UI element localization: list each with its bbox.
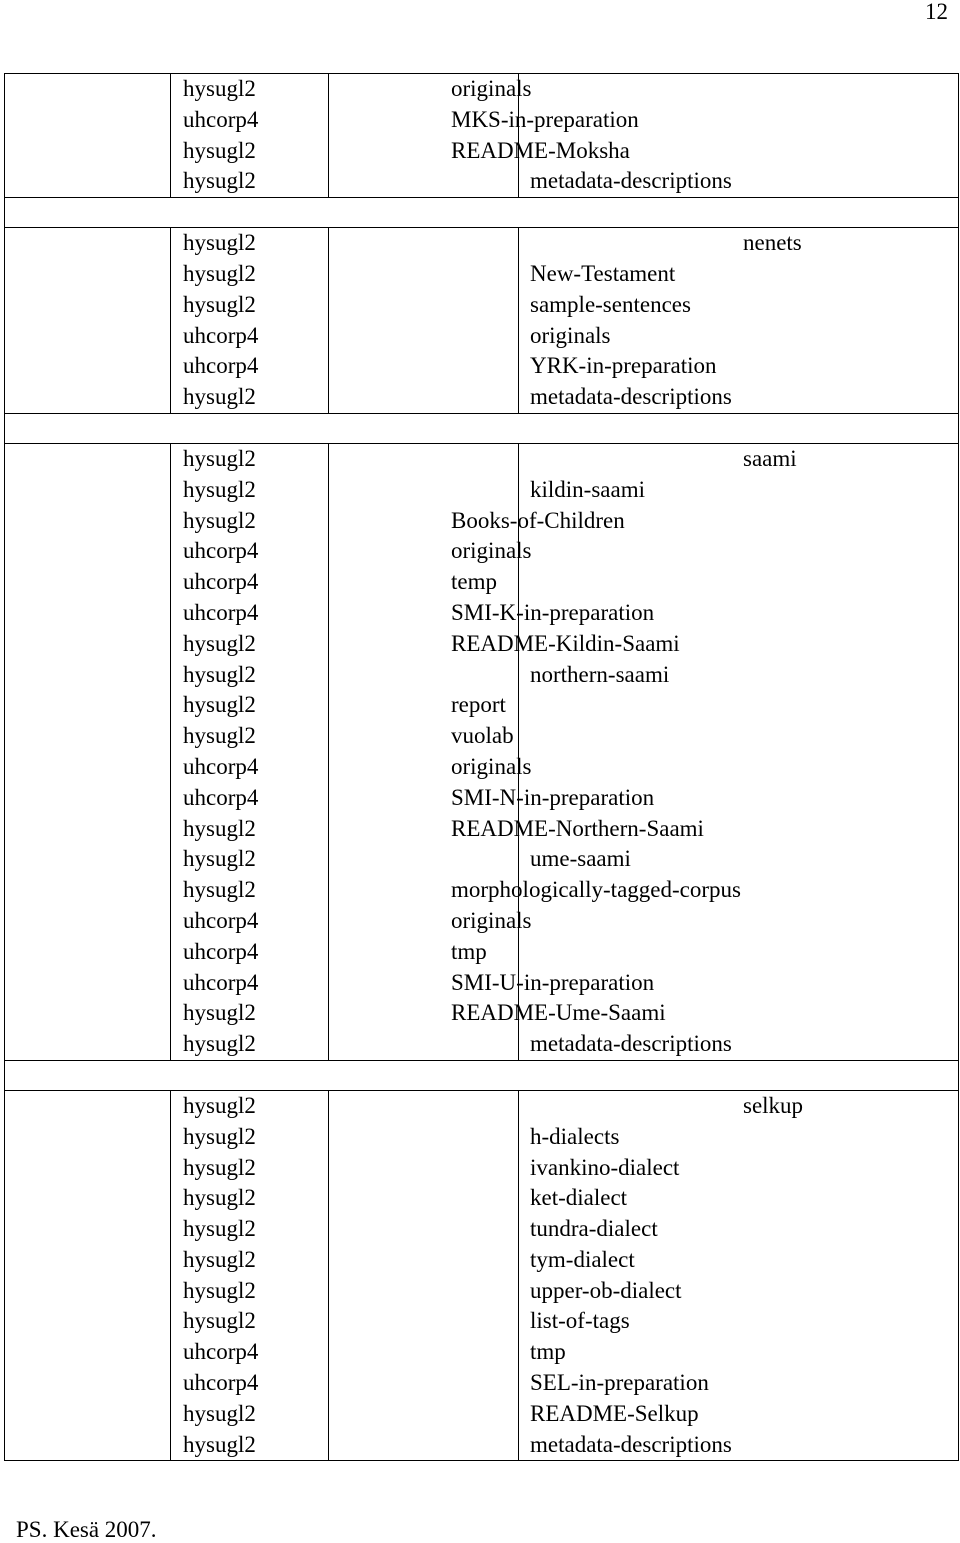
entry-name: SMI-U-in-preparation	[451, 969, 655, 995]
entry-name: YRK-in-preparation	[530, 353, 717, 379]
directory-entry	[329, 290, 958, 321]
entry-name: sample-sentences	[530, 291, 691, 317]
directory-entry	[329, 629, 958, 660]
directory-entry	[329, 74, 958, 105]
entry-name: report	[451, 692, 506, 718]
corpus-directory-table	[4, 73, 959, 1461]
directory-entry	[329, 844, 958, 875]
path-column	[329, 1090, 959, 1461]
section-row	[5, 443, 959, 1060]
server-name: hysugl2	[183, 384, 256, 410]
directory-entry	[329, 1337, 958, 1368]
server-name: hysugl2	[183, 1216, 256, 1242]
directory-entry	[329, 506, 958, 537]
server-name: hysugl2	[183, 476, 256, 502]
entry-name: saami	[743, 445, 797, 471]
section-row	[5, 1090, 959, 1461]
separator-cell	[5, 413, 959, 443]
server-name: uhcorp4	[183, 784, 259, 810]
server-name: uhcorp4	[183, 569, 259, 595]
entry-name: selkup	[743, 1092, 804, 1118]
language-heading	[329, 1091, 958, 1122]
server-name: hysugl2	[183, 1308, 256, 1334]
empty-cell	[5, 74, 171, 198]
separator-cell	[5, 198, 959, 228]
server-name: uhcorp4	[183, 106, 259, 132]
directory-entry	[329, 1122, 958, 1153]
page-number: 12	[925, 0, 948, 24]
directory-entry	[329, 1029, 958, 1060]
directory-entry	[329, 875, 958, 906]
directory-entry	[329, 567, 958, 598]
separator-cell	[5, 1060, 959, 1090]
server-name: uhcorp4	[183, 938, 259, 964]
server-name: uhcorp4	[183, 1339, 259, 1365]
directory-entry	[329, 690, 958, 721]
entry-name: nenets	[743, 230, 802, 256]
entry-name: README-Northern-Saami	[451, 815, 704, 841]
entry-name: originals	[451, 538, 532, 564]
directory-entry	[329, 1430, 958, 1461]
server-name: hysugl2	[183, 1154, 256, 1180]
server-name: hysugl2	[183, 445, 256, 471]
entry-name: README-Moksha	[451, 137, 630, 163]
directory-entry	[329, 968, 958, 999]
path-column	[329, 228, 959, 414]
directory-entry	[329, 1399, 958, 1430]
directory-entry	[329, 783, 958, 814]
entry-name: MKS-in-preparation	[451, 106, 639, 132]
server-name: hysugl2	[183, 168, 256, 194]
entry-name: tmp	[530, 1339, 566, 1365]
server-name: hysugl2	[183, 1031, 256, 1057]
section-row	[5, 228, 959, 414]
server-name: hysugl2	[183, 723, 256, 749]
directory-entry	[329, 321, 958, 352]
directory-entry	[329, 136, 958, 167]
directory-entry	[329, 1306, 958, 1337]
entry-name: kildin-saami	[530, 476, 645, 502]
directory-entry	[329, 536, 958, 567]
entry-name: vuolab	[451, 723, 514, 749]
server-name: hysugl2	[183, 630, 256, 656]
entry-name: README-Ume-Saami	[451, 1000, 666, 1026]
entry-name: README-Kildin-Saami	[451, 630, 680, 656]
directory-entry	[329, 1183, 958, 1214]
entry-name: SMI-K-in-preparation	[451, 599, 655, 625]
directory-entry	[329, 598, 958, 629]
directory-entry	[329, 1368, 958, 1399]
entry-name: ket-dialect	[530, 1185, 628, 1211]
entry-name: originals	[530, 322, 611, 348]
server-name: hysugl2	[183, 846, 256, 872]
directory-entry	[329, 166, 958, 197]
server-name: hysugl2	[183, 1431, 256, 1457]
entry-name: h-dialects	[530, 1123, 620, 1149]
empty-cell	[5, 443, 171, 1060]
entry-name: tundra-dialect	[530, 1216, 658, 1242]
server-name: hysugl2	[183, 692, 256, 718]
section-row	[5, 74, 959, 198]
entry-name: tmp	[451, 938, 487, 964]
server-name: hysugl2	[183, 76, 256, 101]
directory-entry	[329, 475, 958, 506]
server-name: hysugl2	[183, 877, 256, 903]
entry-name: northern-saami	[530, 661, 670, 687]
entry-name: SEL-in-preparation	[530, 1370, 709, 1396]
entry-name: ivankino-dialect	[530, 1154, 680, 1180]
server-name: hysugl2	[183, 291, 256, 317]
server-name: uhcorp4	[183, 1370, 259, 1396]
section-separator-row	[5, 1060, 959, 1090]
server-name: hysugl2	[183, 230, 256, 256]
server-name: uhcorp4	[183, 599, 259, 625]
directory-entry	[329, 998, 958, 1029]
server-name: uhcorp4	[183, 969, 259, 995]
entry-name: originals	[451, 753, 532, 779]
server-column	[171, 74, 329, 198]
entry-name: metadata-descriptions	[530, 1031, 732, 1057]
entry-name: metadata-descriptions	[530, 168, 732, 194]
directory-entry	[329, 937, 958, 968]
directory-entry	[329, 1153, 958, 1184]
entry-name: metadata-descriptions	[530, 1431, 732, 1457]
server-name: hysugl2	[183, 1185, 256, 1211]
server-name: hysugl2	[183, 1000, 256, 1026]
server-name: hysugl2	[183, 661, 256, 687]
directory-entry	[329, 721, 958, 752]
directory-entry	[329, 351, 958, 382]
server-column	[171, 443, 329, 1060]
directory-entry	[329, 105, 958, 136]
empty-cell	[5, 228, 171, 414]
directory-entry	[329, 814, 958, 845]
server-name: hysugl2	[183, 1246, 256, 1272]
footer-date: PS. Kesä 2007.	[16, 1517, 157, 1542]
server-name: hysugl2	[183, 815, 256, 841]
directory-entry	[329, 382, 958, 413]
server-name: uhcorp4	[183, 907, 259, 933]
entry-name: ume-saami	[530, 846, 631, 872]
language-heading	[329, 228, 958, 259]
server-column	[171, 1090, 329, 1461]
server-name: hysugl2	[183, 1277, 256, 1303]
entry-name: README-Selkup	[530, 1400, 699, 1426]
entry-name: originals	[451, 907, 532, 933]
entry-name: SMI-N-in-preparation	[451, 784, 655, 810]
entry-name: metadata-descriptions	[530, 384, 732, 410]
server-name: hysugl2	[183, 1123, 256, 1149]
server-name: uhcorp4	[183, 353, 259, 379]
directory-entry	[329, 1276, 958, 1307]
server-name: hysugl2	[183, 1400, 256, 1426]
entry-name: tym-dialect	[530, 1246, 635, 1272]
entry-name: list-of-tags	[530, 1308, 630, 1334]
server-name: hysugl2	[183, 260, 256, 286]
section-separator-row	[5, 413, 959, 443]
directory-entry	[329, 752, 958, 783]
path-column	[329, 443, 959, 1060]
server-name: uhcorp4	[183, 538, 259, 564]
path-column	[329, 74, 959, 198]
entry-name: Books-of-Children	[451, 507, 625, 533]
directory-entry	[329, 259, 958, 290]
server-column	[171, 228, 329, 414]
directory-entry	[329, 660, 958, 691]
entry-name: morphologically-tagged-corpus	[451, 877, 741, 903]
server-name: hysugl2	[183, 507, 256, 533]
empty-cell	[5, 1090, 171, 1461]
section-separator-row	[5, 198, 959, 228]
directory-entry	[329, 1245, 958, 1276]
server-name: uhcorp4	[183, 322, 259, 348]
entry-name: originals	[451, 76, 532, 101]
language-heading	[329, 444, 958, 475]
server-name: hysugl2	[183, 1092, 256, 1118]
entry-name: New-Testament	[530, 260, 676, 286]
server-name: hysugl2	[183, 137, 256, 163]
server-name: uhcorp4	[183, 753, 259, 779]
entry-name: temp	[451, 569, 497, 595]
entry-name: upper-ob-dialect	[530, 1277, 682, 1303]
directory-entry	[329, 906, 958, 937]
directory-entry	[329, 1214, 958, 1245]
